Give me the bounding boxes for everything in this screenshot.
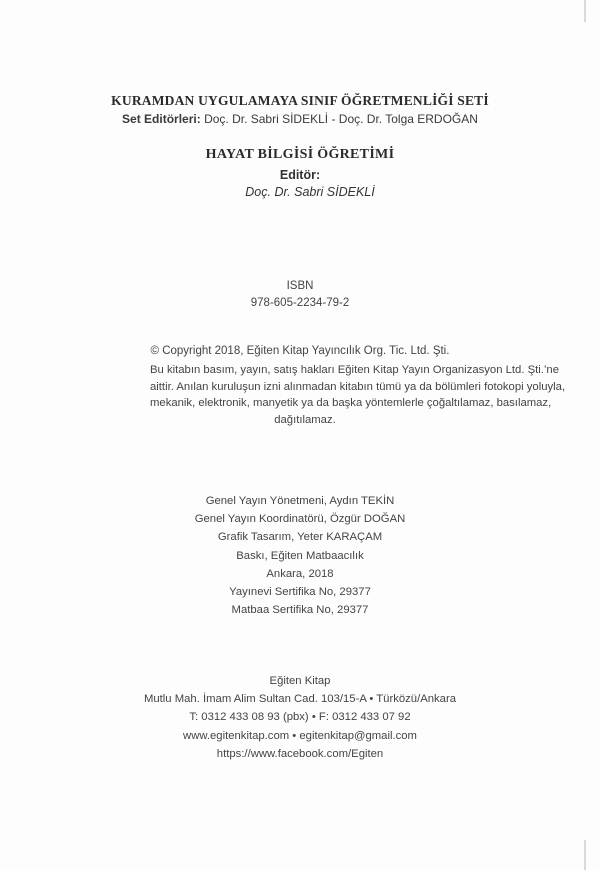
publisher-web-email: www.egitenkitap.com • egitenkitap@gmail.com bbox=[183, 729, 417, 742]
credit-printer-certificate: Matbaa Sertifika No, 29377 bbox=[231, 604, 369, 617]
credit-graphic-design: Grafik Tasarım, Yeter KARAÇAM bbox=[217, 531, 383, 544]
isbn-label: ISBN bbox=[286, 280, 314, 292]
publisher-info bbox=[0, 672, 600, 763]
credit-general-coordinator: Genel Yayın Koordinatörü, Özgür DOĞAN bbox=[194, 513, 406, 526]
page-edge-top bbox=[584, 0, 586, 22]
series-editors-names: Doç. Dr. Sabri SİDEKLİ - Doç. Dr. Tolga ERDOĞAN bbox=[200, 112, 478, 126]
rights-line: dağıtılamaz. bbox=[274, 413, 336, 426]
isbn-number: 978-605-2234-79-2 bbox=[250, 297, 350, 309]
credit-place-year: Ankara, 2018 bbox=[266, 567, 334, 580]
credits-list bbox=[0, 492, 600, 619]
publisher-facebook: https://www.facebook.com/Egiten bbox=[216, 747, 384, 760]
series-editors-label: Set Editörleri: bbox=[122, 112, 201, 126]
publisher-address: Mutlu Mah. İmam Alim Sultan Cad. 103/15-A • Türközü/Ankara bbox=[143, 693, 457, 706]
book-title: HAYAT BİLGİSİ ÖĞRETİMİ bbox=[205, 147, 395, 162]
rights-line: mekanik, elektronik, manyetik ya da başka yöntemlerle çoğaltılamaz, basılamaz, bbox=[150, 397, 552, 409]
editor-label: Editör: bbox=[279, 168, 321, 182]
copyright-line: © Copyright 2018, Eğiten Kitap Yayıncılık Org. Tic. Ltd. Şti. bbox=[150, 345, 450, 357]
credit-printing: Baskı, Eğiten Matbaacılık bbox=[236, 549, 364, 562]
series-editors bbox=[0, 112, 600, 126]
series-title: KURAMDAN UYGULAMAYA SINIF ÖĞRETMENLİĞİ SETİ bbox=[111, 93, 489, 108]
publisher-name: Eğiten Kitap bbox=[269, 675, 331, 687]
rights-line: Bu kitabın basım, yayın, satış hakları Eğiten Kitap Yayın Organizasyon Ltd. Şti.’ne bbox=[150, 364, 559, 376]
editor-name: Doç. Dr. Sabri SİDEKLİ bbox=[245, 185, 375, 199]
rights-notice bbox=[150, 362, 566, 428]
credit-general-director: Genel Yayın Yönetmeni, Aydın TEKİN bbox=[205, 495, 395, 507]
rights-line: aittir. Anılan kuruluşun izni alınmadan kitabın tümü ya da bölümleri fotokopi yoluyla, bbox=[150, 380, 566, 393]
page-edge-bottom bbox=[584, 840, 586, 870]
credit-publisher-certificate: Yayınevi Sertifika No, 29377 bbox=[229, 586, 371, 599]
publisher-phone: T: 0312 433 08 93 (pbx) • F: 0312 433 07 92 bbox=[189, 711, 411, 724]
